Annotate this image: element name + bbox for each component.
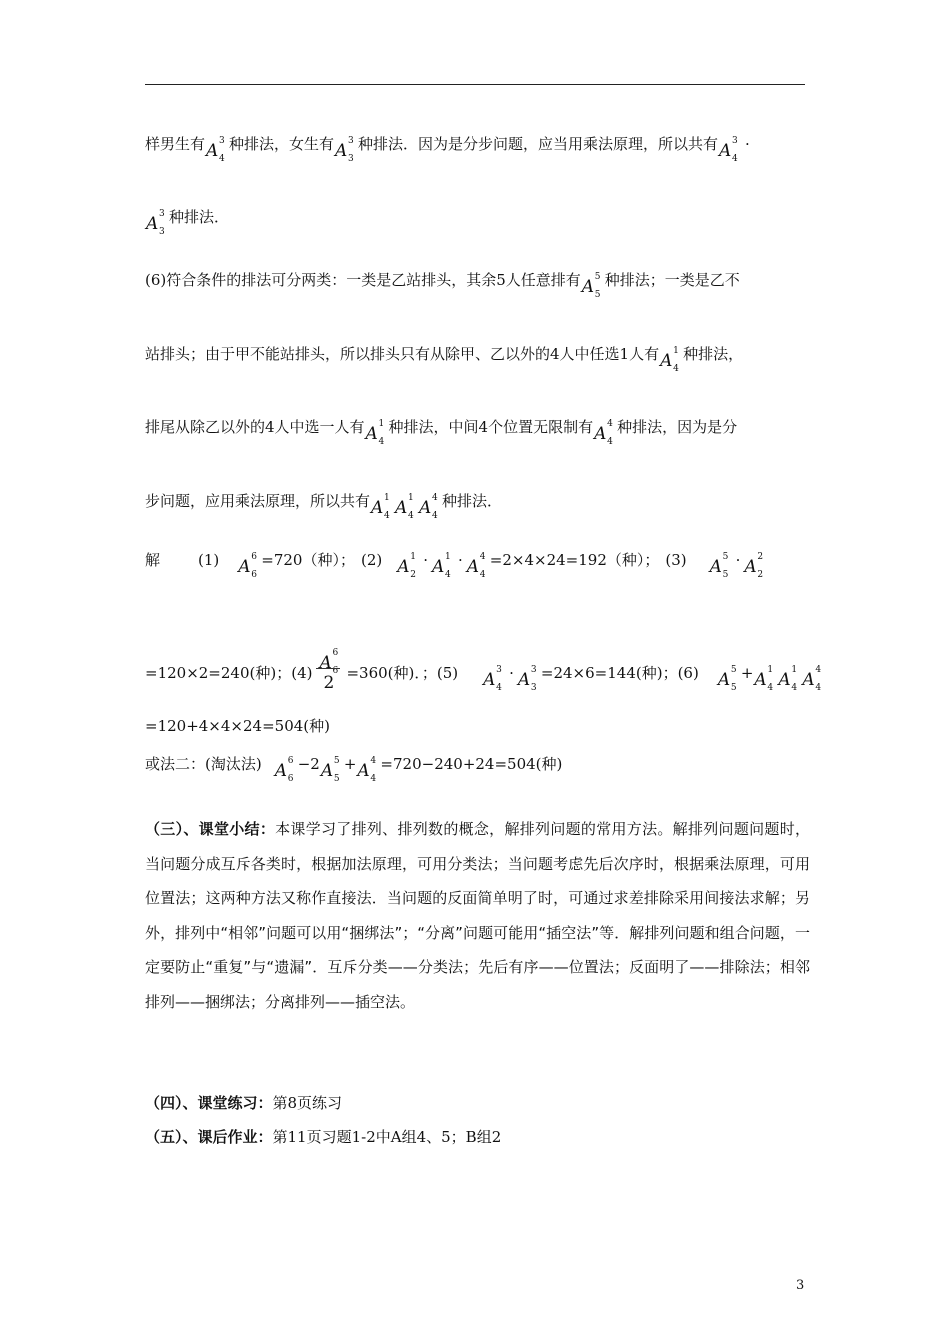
text-line: (6)符合条件的排法可分两类：一类是乙站排头，其余5人任意排有 A 5 5 种排法；一类是乙不 [145, 266, 740, 296]
perm-symbol: A 2 2 [744, 552, 764, 580]
text-line: 站排头；由于甲不能站排头，所以排头只有从除甲、乙以外的4人中任选1人有 A 1 4 种排法， [145, 340, 743, 370]
perm-symbol: A 1 4 [371, 493, 390, 521]
text-line: 样男生有 A 3 4 种排法，女生有 A 3 3 种排法．因为是分步问题，应当用乘法原理，所以共有 A 3 4 · [145, 130, 753, 160]
text-line: 步问题，应用乘法原理，所以共有 A 1 4 A 1 4 A 4 4 种排法． [145, 487, 502, 517]
perm-symbol: A 6 6 [238, 552, 257, 580]
summary-text: 本课学习了排列、排列数的概念，解排列问题的常用方法。解排列问题问题时，当问题分成互斥各类时，根据加法原理，可用分类法；当问题考虑先后次序时，根据乘法原理，可用位置法；这两种方法又称作直接法．当问题的反面简单明了时，可通过求差排除采用间接法求解；另外，排列中“相邻”问题可以用“捆绑法”；“分离”问题可能用“插空法”等．解排列问题和组合问题，一定要防止“重复”与“遗漏”．互斥分类——分类法；先后有序——位置法；反面明了——排除法；相邻排列——捆绑法；分离排列——插空法。 [145, 820, 810, 1011]
perm-symbol: A 3 3 [335, 136, 354, 164]
perm-symbol: A 4 4 [466, 552, 486, 580]
perm-symbol: A 1 4 [660, 346, 679, 374]
text-line: A 3 3 种排法． [145, 203, 229, 233]
perm-symbol: A 3 4 [206, 136, 225, 164]
solution-alt: 或法二：(淘汰法) A 6 6 −2 A 5 5 + A 4 4 =720−240+24=504(种) [145, 750, 562, 780]
perm-symbol: A 5 5 [320, 756, 340, 784]
summary-label: （三）、课堂小结： [145, 820, 276, 838]
text-line: 排尾从除乙以外的4人中选一人有 A 1 4 种排法，中间4个位置无限制有 A 4 4 种排法，因为是分 [145, 413, 737, 443]
solution-line-2: =120×2=240(种)；(4) A 6 6 2 =360(种)．；(5) A 3 4 · A 3 3 =24×6=144(种)；(6) A 5 5 + A 1 4 A 1 4 A 4 4 [145, 642, 825, 692]
perm-symbol: A 4 4 [594, 419, 613, 447]
perm-symbol: A 3 3 [517, 665, 537, 693]
perm-symbol: A 6 6 [319, 648, 339, 676]
solution-line-1: 解 (1) A 6 6 =720（种）； (2) A 1 2 · A 1 4 · A 4 4 =2×4×24=192（种）； (3) A 5 5 · A 2 2 [145, 546, 767, 576]
perm-symbol: A 4 4 [357, 756, 377, 784]
perm-symbol: A 3 3 [146, 209, 165, 237]
solution-line-3: =120+4×4×24=504(种) [145, 717, 330, 735]
perm-symbol: A 1 4 [365, 419, 385, 447]
class-summary [145, 812, 810, 1019]
page-number: 3 [796, 1278, 805, 1293]
perm-symbol: A 3 4 [483, 665, 502, 693]
perm-symbol: A 1 4 [395, 493, 414, 521]
header-rule [145, 84, 805, 85]
practice-line: （四）、课堂练习：第8页练习 [145, 1094, 343, 1112]
perm-symbol: A 1 2 [397, 552, 416, 580]
perm-symbol: A 3 4 [719, 136, 738, 164]
perm-symbol: A 6 6 [274, 756, 294, 784]
fraction: A 6 6 2 [316, 642, 342, 692]
perm-symbol: A 1 4 [754, 665, 774, 693]
perm-symbol: A 1 4 [778, 665, 798, 693]
perm-symbol: A 5 5 [717, 665, 737, 693]
homework-line: （五）、课后作业：第11页习题1-2中A组4、5；B组2 [145, 1128, 502, 1146]
perm-symbol: A 4 4 [802, 665, 822, 693]
perm-symbol: A 1 4 [432, 552, 451, 580]
perm-symbol: A 5 5 [581, 272, 601, 300]
perm-symbol: A 4 4 [419, 493, 438, 521]
perm-symbol: A 5 5 [709, 552, 729, 580]
